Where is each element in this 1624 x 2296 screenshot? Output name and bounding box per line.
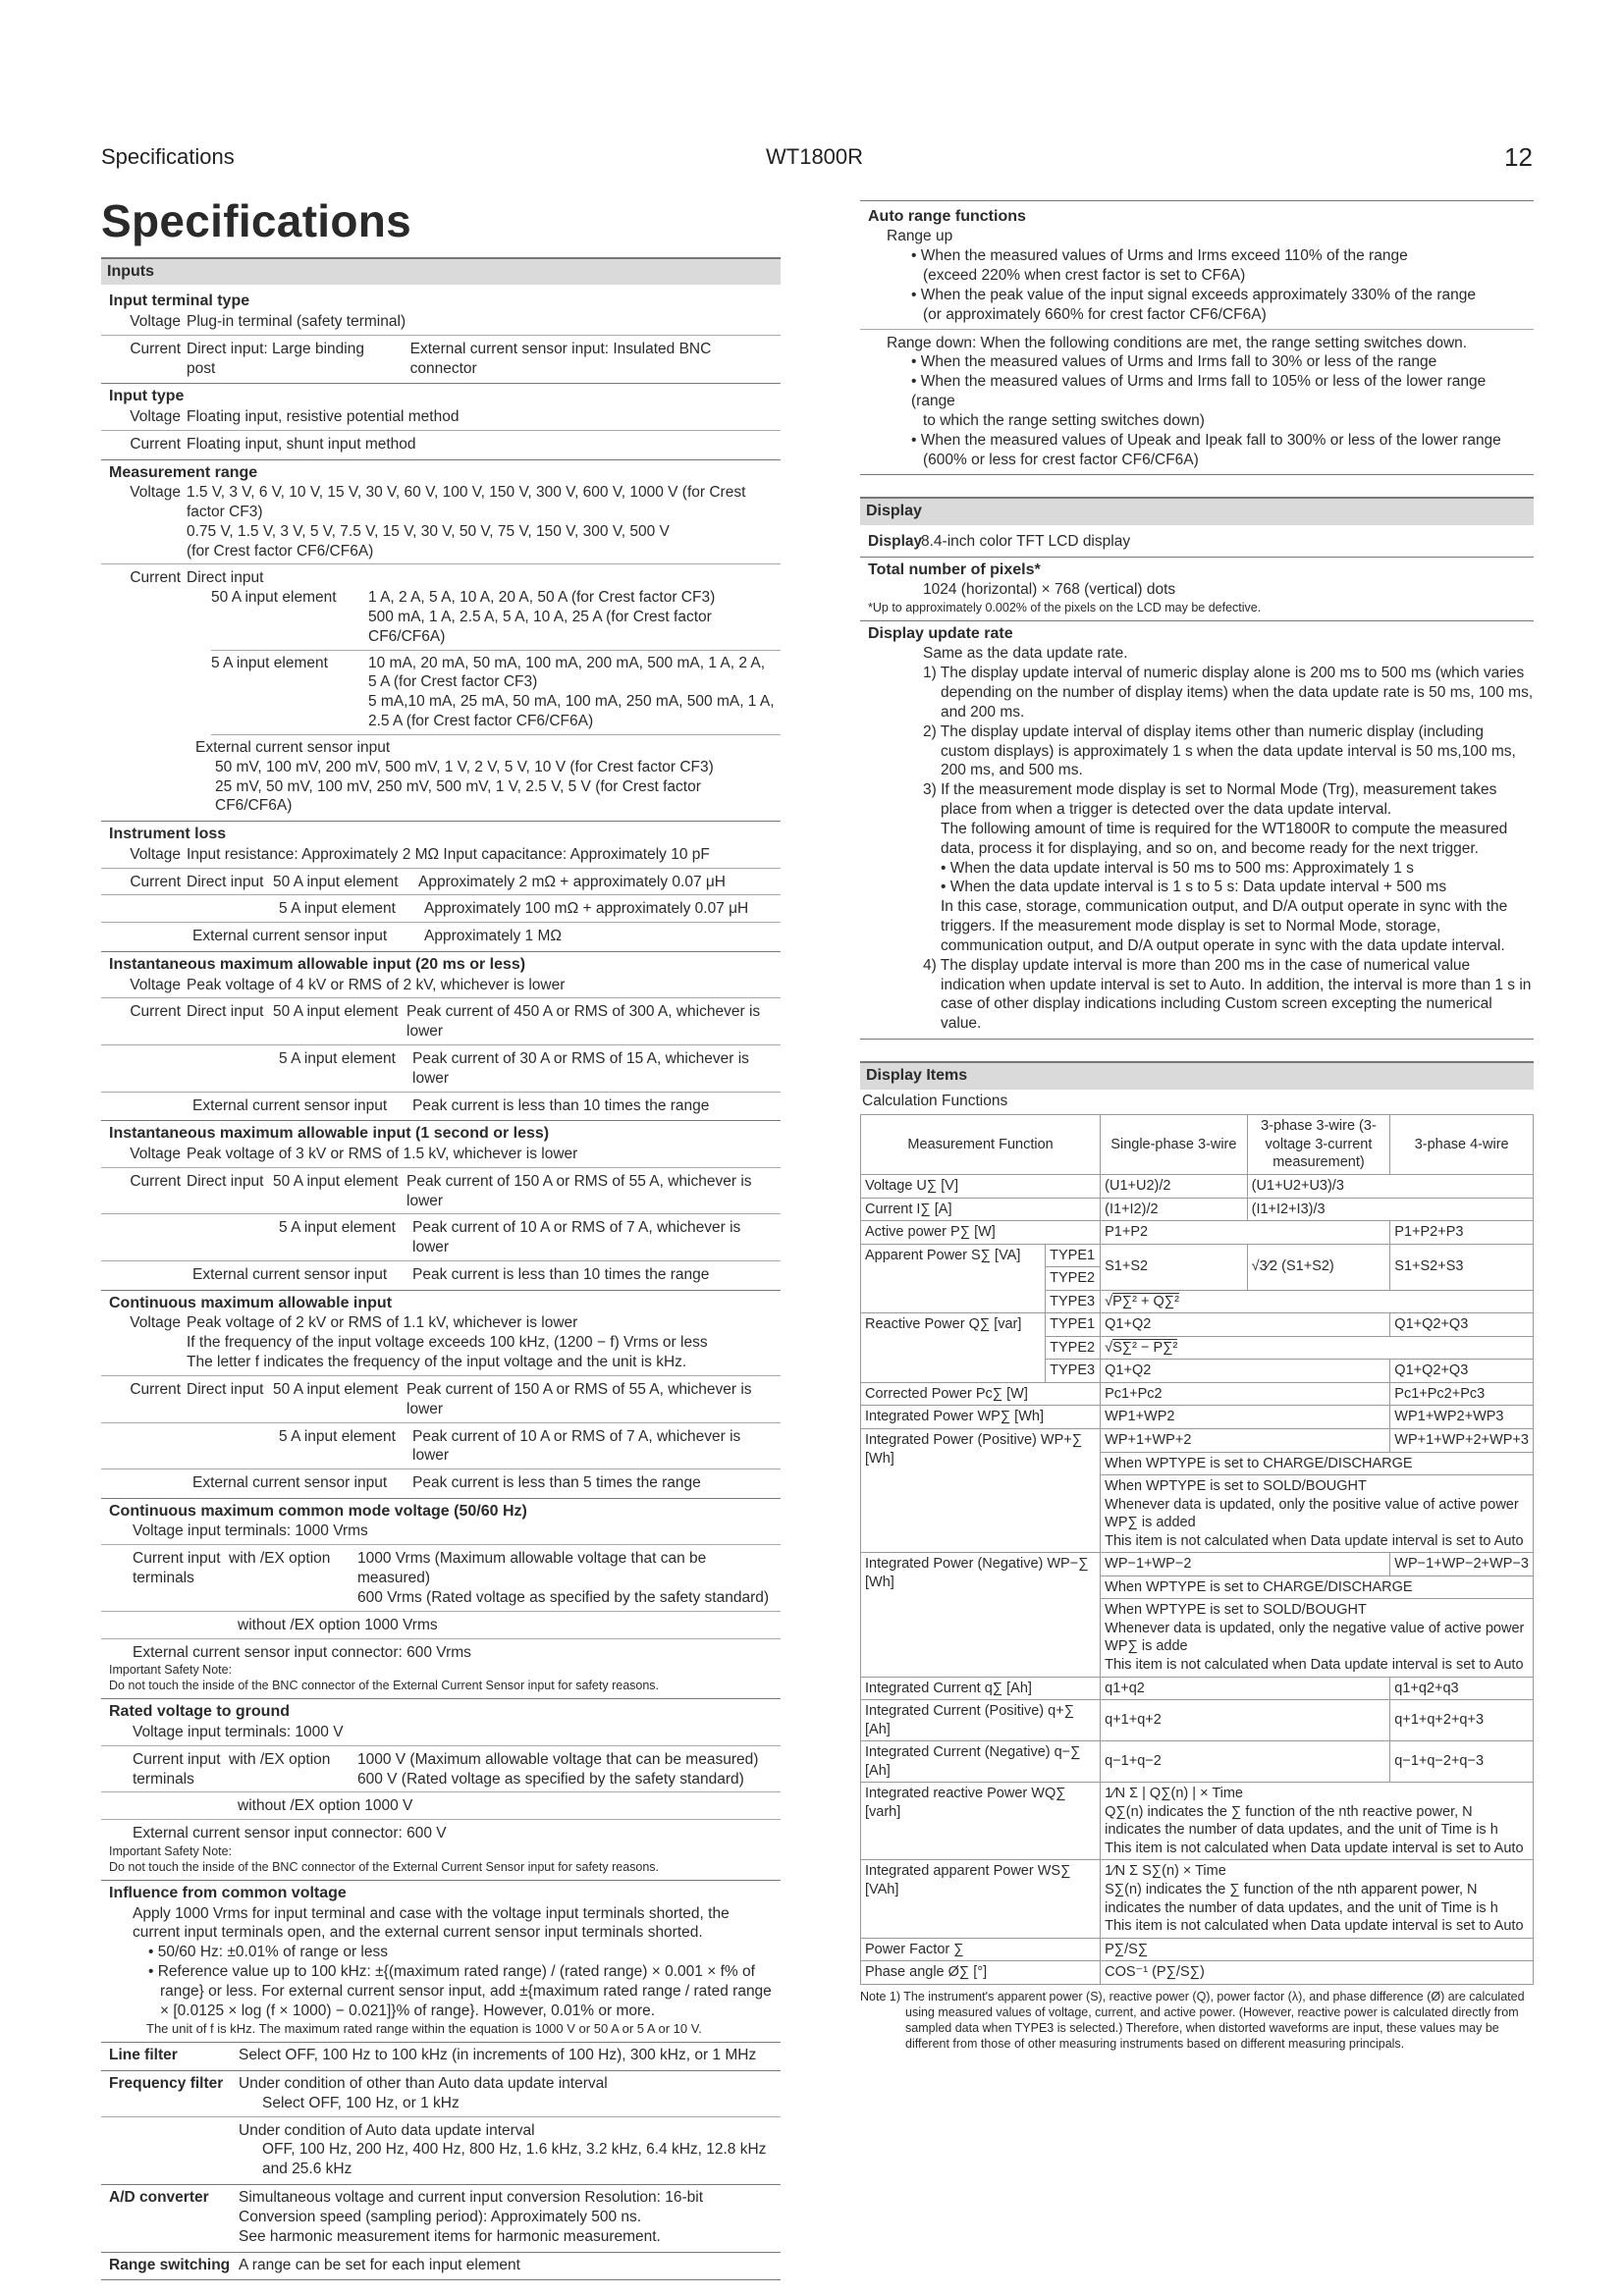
value: Plug-in terminal (safety terminal)	[187, 312, 406, 330]
note: Do not touch the inside of the BNC connector of the External Current Sensor input for safety reasons.	[109, 1860, 660, 1875]
label: Current	[130, 435, 181, 453]
row-label: Current I∑ [A]	[861, 1198, 1101, 1221]
cell: Pc1+Pc2+Pc3	[1390, 1382, 1534, 1406]
value: Peak current is less than 10 times the range	[412, 1096, 710, 1114]
label: 5 A input element	[211, 654, 328, 671]
cell: q−1+q−2	[1101, 1741, 1390, 1783]
value: Same as the data update rate.	[923, 645, 1128, 663]
value: • When the measured values of Urms and Irms fall to 30% or less of the range	[911, 353, 1437, 371]
value: Voltage input terminals: 1000 Vrms	[101, 1522, 781, 1545]
row-label: Integrated reactive Power WQ∑ [varh]	[861, 1783, 1101, 1860]
cell: WP−1+WP−2+WP−3	[1390, 1553, 1534, 1576]
value: Direct input: Large binding post	[187, 340, 364, 377]
label: Direct input	[187, 873, 264, 890]
inputs-section-head: Inputs	[101, 257, 781, 285]
value: Peak voltage of 3 kV or RMS of 1.5 kV, whichever is lower	[187, 1145, 578, 1162]
value: External current sensor input connector: 600 Vrms	[133, 1643, 471, 1661]
measurement-range	[101, 460, 781, 823]
value: Peak current is less than 10 times the range	[412, 1266, 710, 1284]
input-terminal-type	[101, 289, 781, 384]
frequency-filter	[101, 2071, 781, 2185]
ad-converter-title: A/D converter	[109, 2189, 209, 2207]
cell: S∑(n) × Time	[1142, 1863, 1226, 1880]
instantaneous-max-1s-title: Instantaneous maximum allowable input (1 second or less)	[109, 1125, 550, 1143]
value: Select OFF, 100 Hz to 100 kHz (in increments of 100 Hz), 300 kHz, or 1 MHz	[239, 2047, 757, 2064]
label: Current input terminals	[133, 1750, 221, 1788]
type-label: TYPE1	[1046, 1244, 1101, 1267]
label: Voltage	[130, 312, 181, 330]
value: without /EX option 1000 V	[101, 1792, 781, 1820]
value: Peak voltage of 4 kV or RMS of 2 kV, whichever is lower	[187, 976, 566, 993]
row-label: Integrated Power (Negative) WP−∑ [Wh]	[861, 1553, 1101, 1677]
label: with /EX option	[229, 1550, 331, 1568]
range-switching	[101, 2253, 781, 2281]
label: Voltage	[130, 1314, 181, 1332]
value: • When the measured values of Upeak and Ipeak fall to 300% or less of the lower range	[911, 431, 1501, 449]
value: 2) The display update interval of display items other than numeric display (including custom displays) is approximately 1 s when the data update interval is 50 ms,100 ms, 200 ms, and 500 ms.	[923, 722, 1516, 779]
value: Peak current of 450 A or RMS of 300 A, whichever is lower	[406, 1003, 761, 1041]
value: Conversion speed (sampling period): Approximately 500 ns.	[239, 2208, 642, 2225]
value: • When the measured values of Urms and Irms exceed 110% of the range	[911, 247, 1408, 265]
value: 5 A (for Crest factor CF3)	[368, 673, 538, 691]
value: Floating input, resistive potential method	[187, 407, 460, 425]
label: 5 A input element	[279, 1427, 396, 1445]
input-type	[101, 384, 781, 459]
value: Peak current of 150 A or RMS of 55 A, whichever is lower	[406, 1380, 752, 1417]
value: Select OFF, 100 Hz, or 1 kHz	[262, 2094, 460, 2111]
cell: P1+P2+P3	[1390, 1221, 1534, 1245]
value: (600% or less for crest factor CF6/CF6A)	[923, 451, 1199, 468]
cell: This item is not calculated when Data update interval is set to Auto	[1105, 1840, 1524, 1856]
note: Important Safety Note:	[109, 1844, 233, 1859]
value: A range can be set for each input element	[239, 2256, 520, 2273]
cell: S1+S2+S3	[1394, 1258, 1464, 1275]
display-items-head: Display Items	[860, 1061, 1534, 1089]
note: Important Safety Note:	[109, 1663, 233, 1678]
table-note: Note 1) The instrument's apparent power (S), reactive power (Q), power factor (λ), and phase difference (Ø) are calculated using measured values of voltage, current, and active power. (However, reactive power is calculated directly from sampled data when TYPE3 is selected.) Therefore, when distorted waveforms are input, these values may be different from those of other measuring instruments based on different measuring principals.	[860, 1989, 1525, 2051]
cell: Q1+Q2	[1101, 1360, 1390, 1383]
value: Peak voltage of 2 kV or RMS of 1.1 kV, whichever is lower	[187, 1314, 578, 1332]
frequency-filter-title: Frequency filter	[109, 2074, 224, 2092]
row-label: Power Factor ∑	[861, 1938, 1101, 1961]
value: (exceed 220% when crest factor is set to CF6A)	[923, 267, 1246, 285]
label: Voltage	[130, 1145, 181, 1162]
value: External current sensor input: Insulated BNC connector	[409, 340, 712, 377]
value: Voltage input terminals: 1000 V	[101, 1723, 781, 1746]
value: Approximately 2 mΩ + approximately 0.07 μH	[418, 873, 726, 890]
continuous-common-mode	[101, 1499, 781, 1699]
instantaneous-max-1s	[101, 1121, 781, 1290]
type-label: TYPE3	[1046, 1290, 1101, 1313]
label: External current sensor input	[192, 1096, 388, 1114]
value: 1000 V (Maximum allowable voltage that can be measured)	[357, 1750, 759, 1768]
label: 50 A input element	[273, 1172, 399, 1190]
row-label: Integrated apparent Power WS∑ [VAh]	[861, 1860, 1101, 1938]
row-label: Active power P∑ [W]	[861, 1221, 1101, 1245]
row-label: Integrated Current (Positive) q+∑ [Ah]	[861, 1700, 1101, 1741]
ad-converter	[101, 2185, 781, 2252]
continuous-max-input-title: Continuous maximum allowable input	[109, 1294, 393, 1311]
cell: q−1+q−2+q−3	[1390, 1741, 1534, 1783]
calculation-table	[860, 1114, 1534, 1984]
cell: When WPTYPE is set to SOLD/BOUGHT	[1105, 1602, 1367, 1619]
value: • When the measured values of Urms and Irms fall to 105% or less of the lower range (range	[911, 373, 1487, 410]
cell: S1+S2	[1101, 1244, 1247, 1290]
continuous-common-mode-title: Continuous maximum common mode voltage (50/60 Hz)	[109, 1503, 527, 1521]
th-3p4w: 3-phase 4-wire	[1390, 1115, 1534, 1175]
label: with /EX option	[229, 1750, 331, 1768]
page-number: 12	[1504, 142, 1533, 172]
bullet: • Reference value up to 100 kHz: ±{(maximum rated range) / (rated range) × 0.001 × f% of range} or less. For external current sensor input, add ±{maximum rated range / rated range × [0.0125 × log (f × 1000) − 0.021]}% of range}. However, 0.01% or more.	[148, 1963, 772, 2019]
cell: WP−1+WP−2	[1101, 1553, 1390, 1576]
value: 5 mA,10 mA, 25 mA, 50 mA, 100 mA, 250 mA, 500 mA, 1 A,	[368, 693, 775, 711]
cell: P1+P2	[1101, 1221, 1390, 1245]
label: Display	[868, 532, 923, 550]
line-filter-title: Line filter	[109, 2047, 178, 2064]
bullet: • 50/60 Hz: ±0.01% of range or less	[148, 1944, 388, 1961]
cell: q+1+q+2	[1101, 1700, 1390, 1741]
value: External current sensor input connector: 600 V	[133, 1825, 447, 1842]
right-column	[860, 204, 1534, 2052]
value: 1024 (horizontal) × 768 (vertical) dots	[923, 581, 1176, 599]
label: External current sensor input	[195, 738, 391, 756]
cell: (U1+U2+U3)/3	[1247, 1174, 1533, 1198]
row-label: Integrated Current q∑ [Ah]	[861, 1677, 1101, 1700]
cell: P∑/S∑	[1101, 1938, 1534, 1961]
value: Approximately 1 MΩ	[424, 928, 562, 945]
influence-common-voltage-title: Influence from common voltage	[109, 1885, 347, 1902]
cell: When WPTYPE is set to CHARGE/DISCHARGE	[1101, 1575, 1534, 1599]
label: External current sensor input	[192, 1474, 388, 1492]
input-type-title: Input type	[109, 388, 185, 405]
cell: Whenever data is updated, only the negative value of active power	[1105, 1620, 1525, 1636]
auto-range-functions	[860, 204, 1534, 475]
label: Direct input	[187, 1380, 264, 1398]
value: 25 mV, 50 mV, 100 mV, 250 mV, 500 mV, 1 V, 2.5 V, 5 V (for Crest factor CF6/CF6A)	[215, 777, 701, 815]
cell: COS⁻¹ (P∑/S∑)	[1101, 1961, 1534, 1985]
value: Peak current of 10 A or RMS of 7 A, whichever is lower	[412, 1219, 741, 1256]
cell: This item is not calculated when Data update interval is set to Auto	[1105, 1918, 1524, 1935]
row-label: Integrated Current (Negative) q−∑ [Ah]	[861, 1741, 1101, 1783]
cell: | Q∑(n) | × Time	[1142, 1786, 1243, 1802]
cell: This item is not calculated when Data update interval is set to Auto	[1105, 1532, 1524, 1549]
row-label: Integrated Power WP∑ [Wh]	[861, 1406, 1101, 1429]
value: Peak current of 150 A or RMS of 55 A, whichever is lower	[406, 1172, 752, 1209]
value: • When the peak value of the input signal exceeds approximately 330% of the range	[911, 286, 1476, 303]
th-measurement-function: Measurement Function	[861, 1115, 1101, 1175]
cell: WP∑ is adde	[1105, 1638, 1188, 1655]
value: (for Crest factor CF6/CF6A)	[187, 542, 374, 560]
sqrt-symbol: √	[1105, 1293, 1113, 1309]
instantaneous-max-20ms-title: Instantaneous maximum allowable input (20 ms or less)	[109, 956, 526, 974]
value: Range down: When the following conditions are met, the range setting switches down.	[887, 334, 1468, 351]
th-3v3c: 3-phase 3-wire (3-voltage 3-current measurement)	[1247, 1115, 1390, 1175]
value: Under condition of Auto data update interval	[239, 2121, 535, 2139]
display-update-rate	[860, 621, 1534, 1040]
value: without /EX option 1000 Vrms	[101, 1612, 781, 1639]
label: Current	[130, 1003, 181, 1021]
value: 3) If the measurement mode display is set to Normal Mode (Trg), measurement takes place from when a trigger is detected over the data update interval.	[923, 781, 1497, 819]
range-switching-title: Range switching	[109, 2256, 231, 2273]
value: • When the data update interval is 1 s to 5 s: Data update interval + 500 ms	[941, 879, 1447, 896]
value: If the frequency of the input voltage exceeds 100 kHz, (1200 − f) Vrms or less	[187, 1334, 708, 1352]
auto-range-title: Auto range functions	[868, 208, 1026, 225]
value: Range up	[887, 228, 953, 245]
cell: (U1+U2)/2	[1101, 1174, 1247, 1198]
cell: (I1+I2)/2	[1101, 1198, 1247, 1221]
left-column	[101, 257, 781, 2280]
header-section-label: Specifications	[101, 144, 235, 169]
sum-formula: 1⁄N Σ	[1105, 1786, 1143, 1802]
label: External current sensor input	[192, 1266, 388, 1284]
cell: Q1+Q2+Q3	[1390, 1313, 1534, 1337]
label: Voltage	[130, 845, 181, 863]
label: Voltage	[130, 484, 181, 502]
total-pixels	[860, 558, 1534, 621]
label: Direct input	[187, 1003, 264, 1021]
right-top-rule	[860, 200, 1534, 201]
value: Direct input	[187, 569, 264, 587]
row-label: Phase angle Ø∑ [°]	[861, 1961, 1101, 1985]
cell: S∑² − P∑²	[1112, 1339, 1178, 1356]
page-title: Specifications	[101, 195, 412, 246]
value: Input resistance: Approximately 2 MΩ Input capacitance: Approximately 10 pF	[187, 845, 710, 863]
row-label: Apparent Power S∑ [VA]	[861, 1244, 1046, 1313]
cell: (I1+I2+I3)/3	[1247, 1198, 1533, 1221]
label: Current	[130, 340, 181, 357]
value: 8.4-inch color TFT LCD display	[921, 532, 1131, 550]
value: Simultaneous voltage and current input conversion Resolution: 16-bit	[239, 2189, 704, 2207]
label: Direct input	[187, 1172, 264, 1190]
value: Floating input, shunt input method	[187, 435, 416, 453]
label: Current	[130, 1172, 181, 1190]
cell: This item is not calculated when Data update interval is set to Auto	[1105, 1657, 1524, 1673]
rated-voltage-ground	[101, 1699, 781, 1881]
cell: S∑(n) indicates the ∑ function of the nth apparent power, N indicates the number of data updates, and the unit of Time is h	[1105, 1882, 1498, 1916]
cell: WP∑ is added	[1105, 1515, 1196, 1531]
label: Voltage	[130, 976, 181, 993]
value: 500 mA, 1 A, 2.5 A, 5 A, 10 A, 25 A (for Crest factor CF6/CF6A)	[368, 608, 712, 645]
value: 2.5 A (for Crest factor CF6/CF6A)	[368, 713, 594, 730]
cell: WP+1+WP+2	[1101, 1428, 1390, 1452]
type-label: TYPE1	[1046, 1313, 1101, 1337]
display-spec	[860, 529, 1534, 558]
value: Approximately 100 mΩ + approximately 0.07 μH	[424, 900, 749, 918]
display-section-head: Display	[860, 497, 1534, 524]
sqrt3-over-2: √3⁄2	[1251, 1258, 1282, 1275]
measurement-range-title: Measurement range	[109, 463, 258, 481]
cell: Whenever data is updated, only the positive value of active power	[1105, 1496, 1519, 1513]
label: 5 A input element	[279, 1050, 396, 1067]
type-label: TYPE2	[1046, 1336, 1101, 1360]
continuous-max-input	[101, 1291, 781, 1499]
influence-common-voltage	[101, 1881, 781, 2043]
label: Current input terminals	[133, 1550, 221, 1587]
note: *Up to approximately 0.002% of the pixels on the LCD may be defective.	[868, 601, 1262, 614]
value: Peak current of 30 A or RMS of 15 A, whichever is lower	[412, 1050, 749, 1087]
value: Apply 1000 Vrms for input terminal and case with the voltage input terminals shorted, the current input terminals open, and the external current sensor input terminals shorted.	[133, 1904, 730, 1942]
value: 4) The display update interval is more than 200 ms in the case of numerical value indication when update interval is set to Auto. In addition, the interval is more than 1 s in case of other display indications including Custom screen excepting the numerical value.	[923, 956, 1532, 1033]
value: The letter f indicates the frequency of the input voltage and the unit is kHz.	[187, 1354, 687, 1371]
value: 50 mV, 100 mV, 200 mV, 500 mV, 1 V, 2 V, 5 V, 10 V (for Crest factor CF3)	[215, 758, 714, 775]
note: The unit of f is kHz. The maximum rated range within the equation is 1000 V or 50 A or 5 A or 10 V.	[146, 2020, 702, 2036]
value: Peak current of 10 A or RMS of 7 A, whichever is lower	[412, 1427, 741, 1465]
instrument-loss-title: Instrument loss	[109, 826, 227, 843]
value: In this case, storage, communication output, and D/A output operate in sync with the triggers. If the measurement mode display is set to Normal Mode, storage, communication output, and D/A output operate in sync with the data update interval.	[941, 898, 1508, 954]
value: 10 mA, 20 mA, 50 mA, 100 mA, 200 mA, 500 mA, 1 A, 2 A,	[368, 654, 766, 671]
value: 1) The display update interval of numeric display alone is 200 ms to 500 ms (which varies depending on the number of display items) when the data update rate is 50 ms, 100 ms, and 200 ms.	[923, 665, 1534, 721]
value: 0.75 V, 1.5 V, 3 V, 5 V, 7.5 V, 15 V, 30 V, 50 V, 75 V, 150 V, 300 V, 500 V	[187, 522, 670, 540]
value: Peak current is less than 5 times the range	[412, 1474, 701, 1492]
label: 5 A input element	[279, 900, 396, 918]
calc-functions-title: Calculation Functions	[862, 1092, 1008, 1109]
cell: q1+q2+q3	[1390, 1677, 1534, 1700]
value: See harmonic measurement items for harmonic measurement.	[239, 2227, 661, 2245]
total-pixels-title: Total number of pixels*	[868, 561, 1041, 578]
sqrt-symbol: √	[1105, 1339, 1113, 1356]
label: Current	[130, 569, 181, 587]
row-label: Integrated Power (Positive) WP+∑ [Wh]	[861, 1428, 1101, 1552]
row-label: Reactive Power Q∑ [var]	[861, 1313, 1046, 1383]
cell: Q1+Q2	[1101, 1313, 1390, 1337]
value: 600 Vrms (Rated voltage as specified by the safety standard)	[357, 1588, 770, 1606]
label: Current	[130, 873, 181, 890]
row-label: Corrected Power Pc∑ [W]	[861, 1382, 1101, 1406]
value: 1000 Vrms (Maximum allowable voltage that can be measured)	[357, 1550, 707, 1587]
cell: WP1+WP2	[1101, 1406, 1390, 1429]
instantaneous-max-20ms	[101, 952, 781, 1121]
cell: q1+q2	[1101, 1677, 1390, 1700]
th-single-phase: Single-phase 3-wire	[1101, 1115, 1247, 1175]
value: 600 V (Rated voltage as specified by the safety standard)	[357, 1770, 744, 1788]
cell: WP1+WP2+WP3	[1390, 1406, 1534, 1429]
cell: P∑² + Q∑²	[1112, 1293, 1179, 1309]
type-label: TYPE2	[1046, 1267, 1101, 1291]
label: 50 A input element	[273, 1380, 399, 1398]
value: • When the data update interval is 50 ms to 500 ms: Approximately 1 s	[941, 859, 1414, 877]
note: Do not touch the inside of the BNC connector of the External Current Sensor input for safety reasons.	[109, 1679, 660, 1693]
cell: When WPTYPE is set to CHARGE/DISCHARGE	[1101, 1452, 1534, 1475]
line-filter	[101, 2043, 781, 2071]
label: External current sensor input	[192, 928, 388, 945]
value: The following amount of time is required for the WT1800R to compute the measured data, process it for displaying, and so on, and become ready for the next trigger.	[941, 820, 1508, 857]
sum-formula: 1⁄N Σ	[1105, 1863, 1143, 1880]
label: Current	[130, 1380, 181, 1398]
label: 5 A input element	[279, 1219, 396, 1237]
cell: When WPTYPE is set to SOLD/BOUGHT	[1105, 1478, 1367, 1495]
row-label: Voltage U∑ [V]	[861, 1174, 1101, 1198]
value: OFF, 100 Hz, 200 Hz, 400 Hz, 800 Hz, 1.6 kHz, 3.2 kHz, 6.4 kHz, 12.8 kHz	[262, 2141, 767, 2159]
value: 1 A, 2 A, 5 A, 10 A, 20 A, 50 A (for Crest factor CF3)	[368, 589, 716, 607]
cell: Q∑(n) indicates the ∑ function of the nth reactive power, N indicates the number of data updates, and the unit of Time is h	[1105, 1803, 1498, 1839]
header-model: WT1800R	[766, 144, 864, 169]
label: 50 A input element	[211, 589, 337, 607]
instrument-loss	[101, 822, 781, 952]
value: and 25.6 kHz	[262, 2161, 352, 2178]
label: 50 A input element	[273, 873, 399, 890]
display-update-rate-title: Display update rate	[868, 625, 1013, 642]
type-label: TYPE3	[1046, 1360, 1101, 1383]
value: 1.5 V, 3 V, 6 V, 10 V, 15 V, 30 V, 60 V, 100 V, 150 V, 300 V, 600 V, 1000 V (for Crest factor CF3)	[187, 484, 746, 520]
cell: Pc1+Pc2	[1101, 1382, 1390, 1406]
cell: q+1+q+2+q+3	[1390, 1700, 1534, 1741]
label: 50 A input element	[273, 1003, 399, 1021]
value: to which the range setting switches down)	[923, 411, 1205, 429]
cell: (S1+S2)	[1281, 1258, 1334, 1275]
value: Under condition of other than Auto data update interval	[239, 2074, 608, 2092]
label: Voltage	[130, 407, 181, 425]
rated-voltage-ground-title: Rated voltage to ground	[109, 1703, 290, 1721]
value: (or approximately 660% for crest factor CF6/CF6A)	[860, 305, 1534, 330]
input-terminal-type-title: Input terminal type	[109, 293, 250, 310]
cell: WP+1+WP+2+WP+3	[1390, 1428, 1534, 1452]
cell: Q1+Q2+Q3	[1390, 1360, 1534, 1383]
